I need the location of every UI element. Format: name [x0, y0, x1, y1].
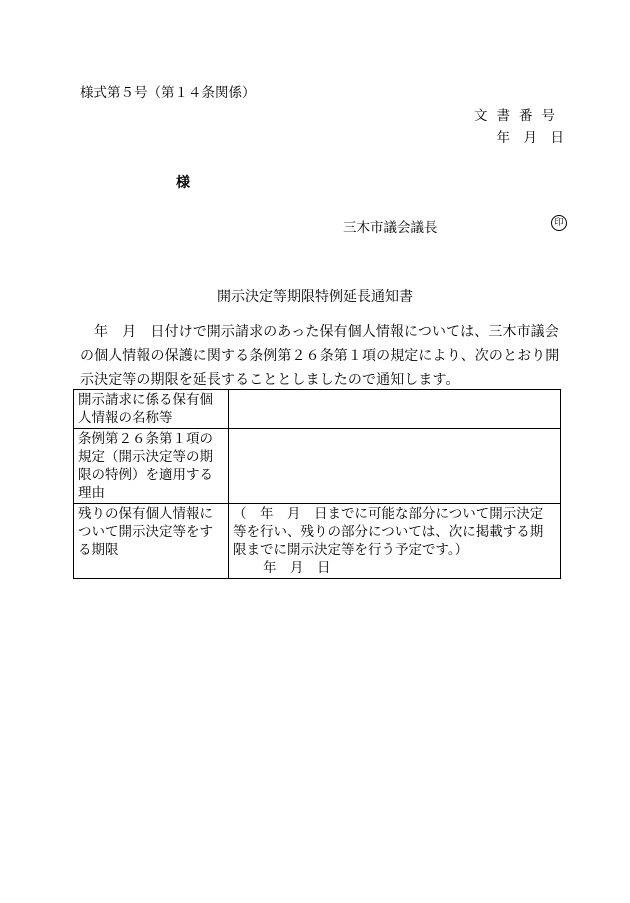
- row-value: [229, 429, 561, 504]
- info-table: [73, 389, 561, 579]
- row-value: [229, 504, 561, 579]
- seal-icon: 印: [551, 215, 567, 231]
- form-number: 様式第５号（第１４条関係）: [80, 85, 256, 101]
- table-row: [74, 504, 561, 579]
- document-number-label: 文書番号: [474, 108, 564, 124]
- issue-date-label: 年 月 日: [496, 130, 564, 146]
- addressee-suffix: 様: [176, 175, 190, 191]
- deadline-date: 年 月 日: [263, 560, 331, 576]
- document-title: 開示決定等期限特例延長通知書: [217, 289, 413, 305]
- table-row: [74, 390, 561, 429]
- row-label: 残りの保有個人情報について開示決定等をする期限: [74, 504, 229, 579]
- deadline-note: （ 年 月 日までに可能な部分について開示決定等を行い、残りの部分については、次に掲載する期限までに開示決定等を行う予定です。）: [233, 506, 544, 558]
- notice-body: 年 月 日付けで開示請求のあった保有個人情報については、三木市議会の個人情報の保護に関する条例第２６条第１項の規定により、次のとおり開示決定等の期限を延長することとしましたので通知します。: [80, 324, 560, 388]
- table-row: [74, 429, 561, 504]
- row-label: 条例第２６条第１項の規定（開示決定等の期限の特例）を適用する理由: [74, 429, 229, 504]
- issuer-name: 三木市議会議長: [343, 220, 438, 236]
- row-value: [229, 390, 561, 429]
- row-label: 開示請求に係る保有個人情報の名称等: [74, 390, 229, 429]
